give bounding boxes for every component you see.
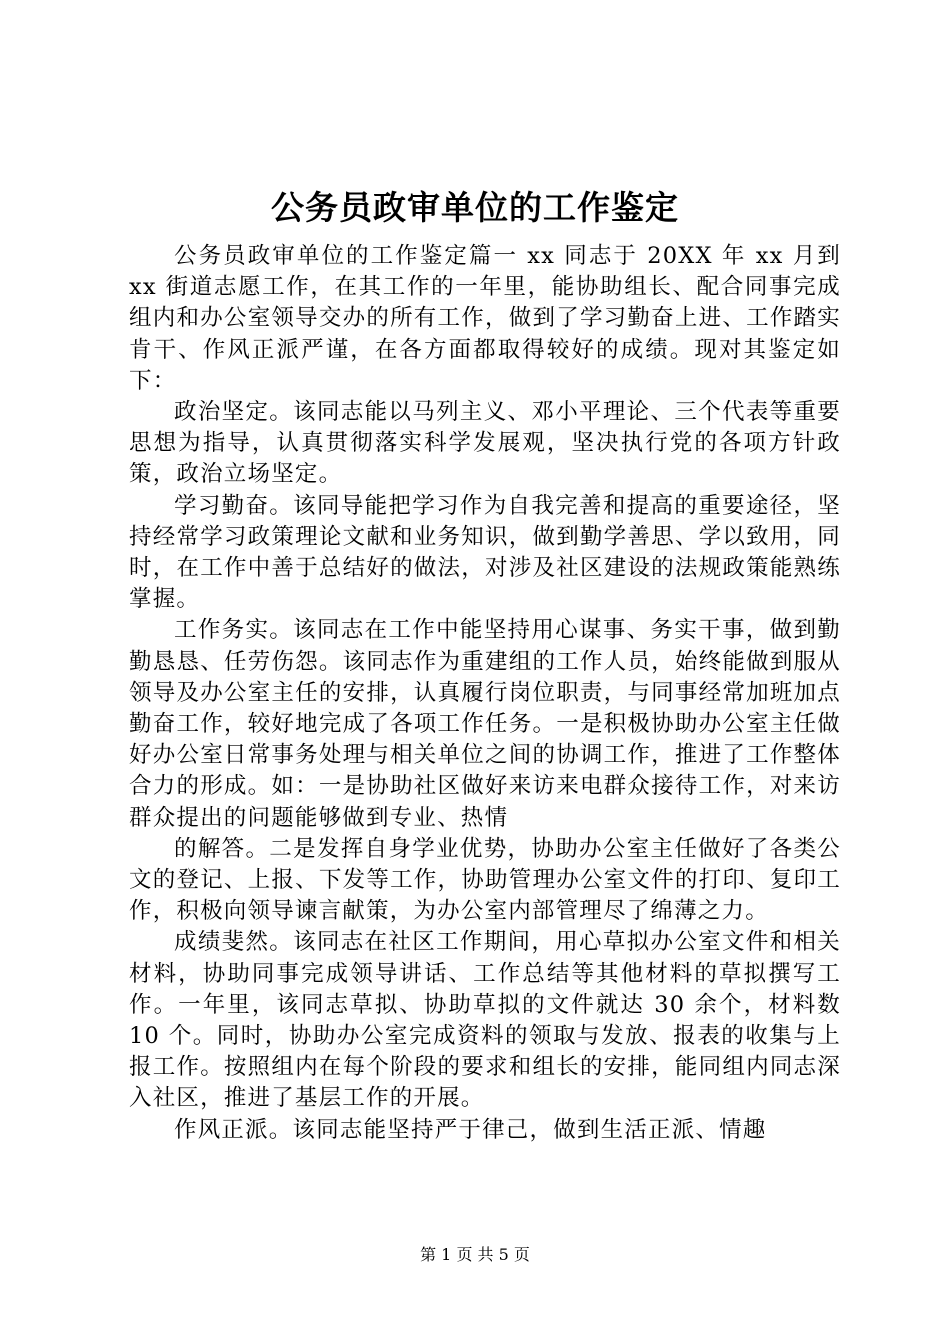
paragraph-conduct: 作风正派。该同志能坚持严于律己，做到生活正派、情趣 (174, 1116, 767, 1143)
document-title: 公务员政审单位的工作鉴定 (271, 188, 679, 227)
paragraph-work-continued: 的解答。二是发挥自身学业优势，协助办公室主任做好了各类公文的登记、上报、下发等工作，协助管理办公室文件的打印、复印工作，积极向领导谏言献策，为办公室内部管理尽了绵薄之力。 (129, 835, 841, 925)
document-body (129, 241, 841, 1146)
paragraph-intro: 公务员政审单位的工作鉴定篇一 xx 同志于 20XX 年 xx 月到 xx 街道志愿工作，在其工作的一年里，能协助组长、配合同事完成组内和办公室领导交办的所有工作，做到了学习勤奋上进、工作踏实肯干、作风正派严谨，在各方面都取得较好的成绩。现对其鉴定如下： (129, 243, 841, 394)
page-footer: 第 1 页 共 5 页 (420, 1245, 530, 1264)
paragraph-achievements: 成绩斐然。该同志在社区工作期间，用心草拟办公室文件和相关材料，协助同事完成领导讲话、工作总结等其他材料的草拟撰写工作。一年里，该同志草拟、协助草拟的文件就达 30 余个，材料数 10 个。同时，协助办公室完成资料的领取与发放、报表的收集与上报工作。按照组内在每个阶段的要求和组长的安排，能同组内同志深入社区，推进了基层工作的开展。 (129, 929, 841, 1112)
paragraph-study: 学习勤奋。该同导能把学习作为自我完善和提高的重要途径，坚持经常学习政策理论文献和业务知识，做到勤学善思、学以致用，同时，在工作中善于总结好的做法，对涉及社区建设的法规政策能熟练掌握。 (129, 492, 841, 613)
paragraph-work: 工作务实。该同志在工作中能坚持用心谋事、务实干事，做到勤勤恳恳、任劳伤怨。该同志作为重建组的工作人员，始终能做到服从领导及办公室主任的安排，认真履行岗位职责，与同事经常加班加点勤奋工作，较好地完成了各项工作任务。一是积极协助办公室主任做好办公室日常事务处理与相关单位之间的协调工作，推进了工作整体合力的形成。如：一是协助社区做好来访来电群众接待工作，对来访群众提出的问题能够做到专业、热情 (129, 617, 841, 831)
paragraph-political: 政治坚定。该同志能以马列主义、邓小平理论、三个代表等重要思想为指导，认真贯彻落实科学发展观，坚决执行党的各项方针政策，政治立场坚定。 (129, 399, 841, 488)
